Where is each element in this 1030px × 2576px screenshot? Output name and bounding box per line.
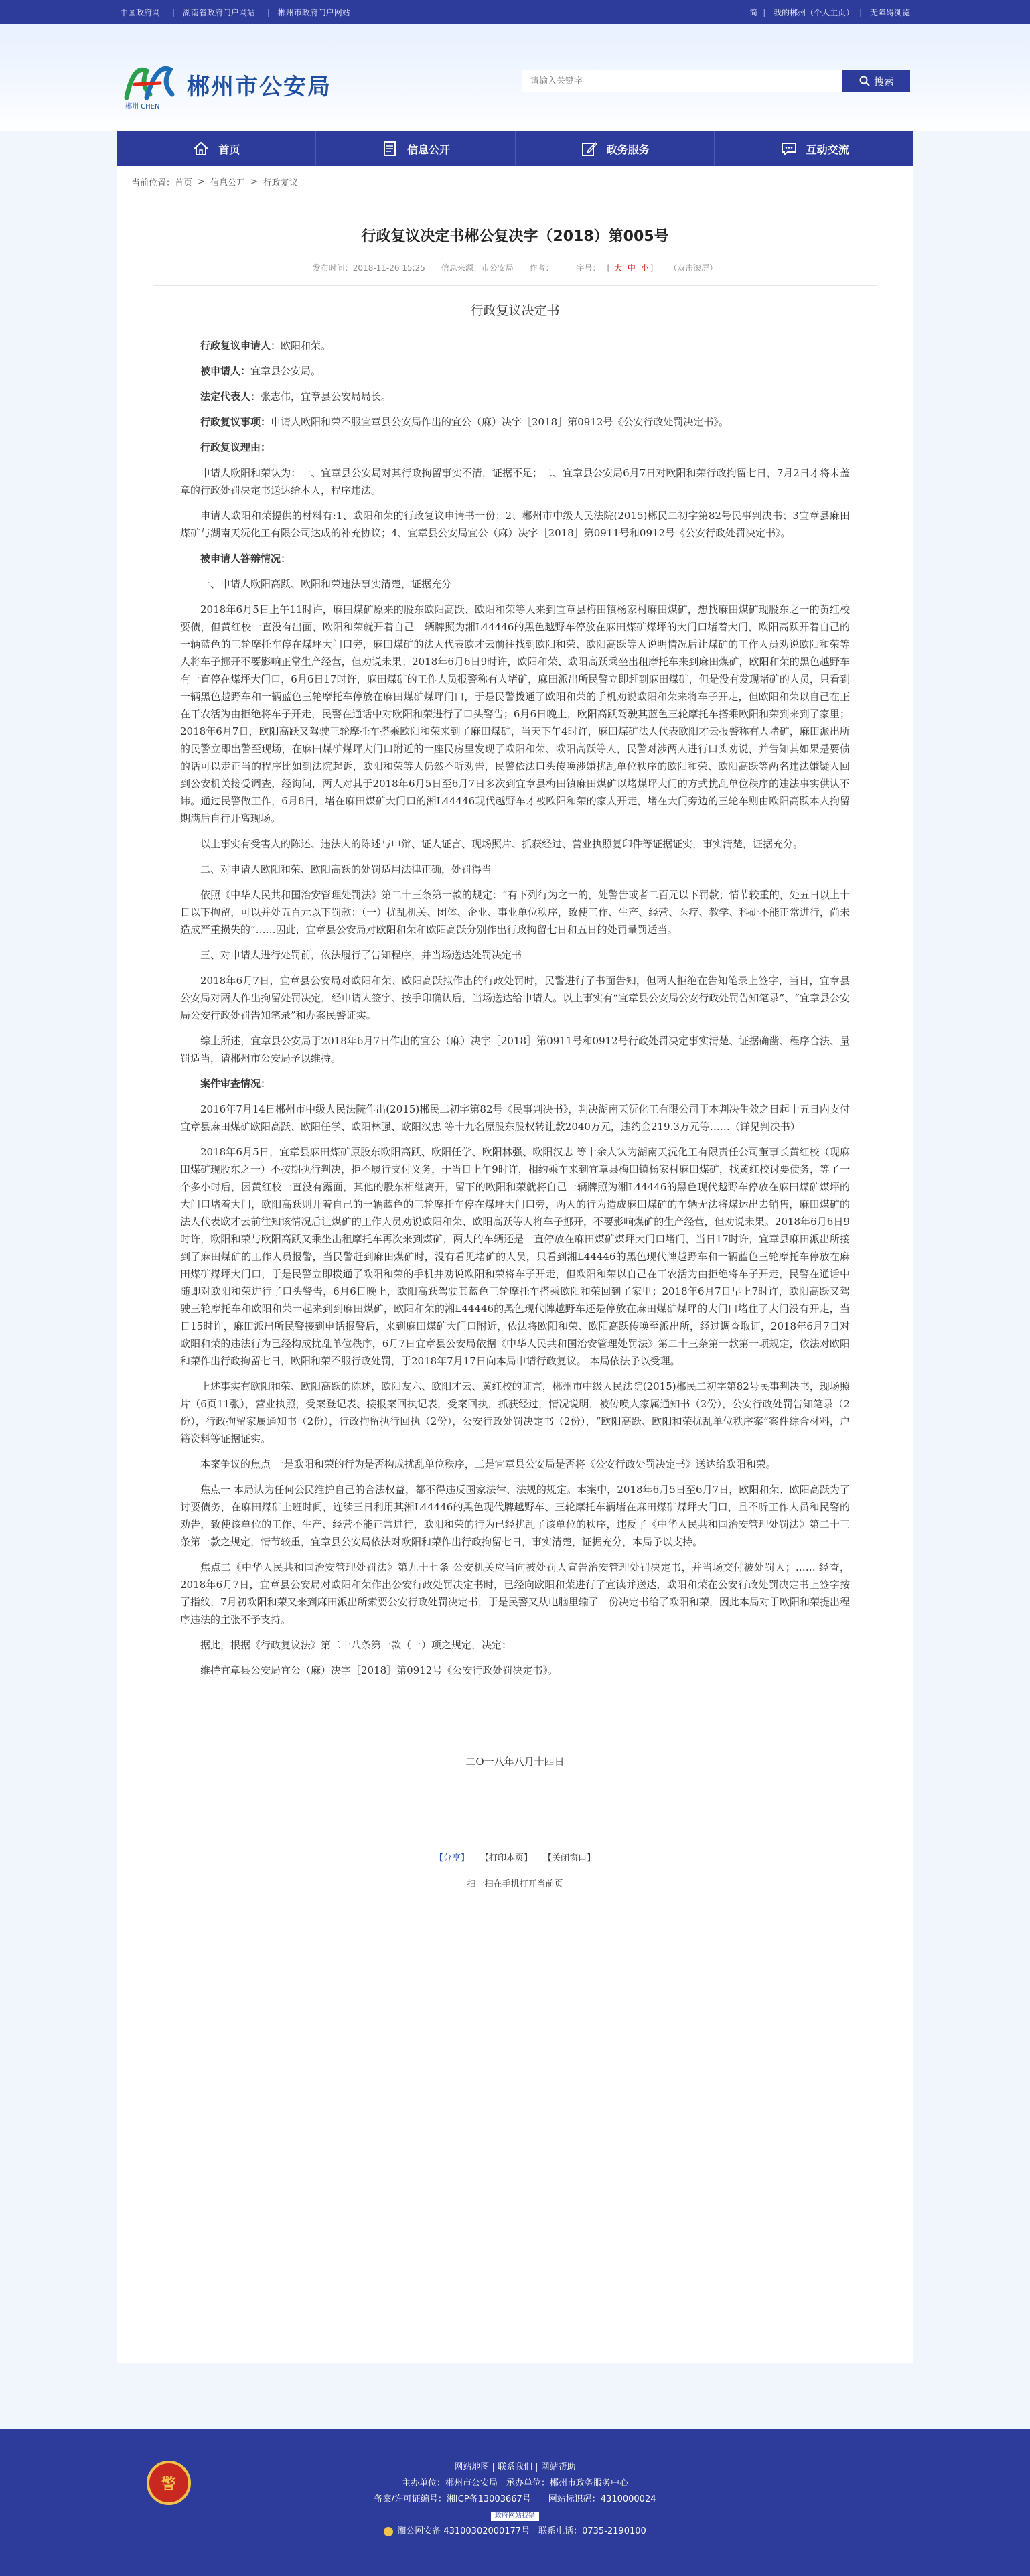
article-paragraph (180, 946, 850, 964)
font-size-small[interactable]: 小 (640, 263, 649, 273)
article-paragraph (180, 464, 850, 499)
font-size-switcher: 字号： [ 大 中 小 ] (576, 263, 656, 273)
article-paragraph (180, 972, 850, 1024)
document-heading: 行政复议决定书 (470, 303, 560, 318)
footer-links[interactable]: 网站地图 | 联系我们 | 网站帮助 (454, 2462, 576, 2472)
article-paragraph (180, 1143, 850, 1370)
paragraph-heading: 行政复议事项： (200, 416, 271, 428)
info-source: 信息来源：市公安局 (441, 263, 514, 273)
link-accessibility[interactable]: 无障碍浏览 (869, 7, 910, 17)
footer (0, 2429, 1030, 2576)
home-icon (192, 139, 210, 158)
footer-police-text: 湘公网安备 43100302000177号 联系电话：0735-2190100 (397, 2526, 646, 2536)
site-logo[interactable] (120, 58, 332, 111)
article-paragraph (180, 1100, 850, 1135)
article-paragraph (180, 507, 850, 542)
paragraph-text: 一、申请人欧阳高跃、欧阳和荣违法事实清楚，证据充分 (200, 578, 452, 590)
site-title: 郴州市公安局 (187, 73, 332, 100)
article-paragraph (180, 601, 850, 827)
paragraph-text: 以上事实有受害人的陈述、违法人的陈述与申辩、证人证言、现场照片、抓获经过、营业执照复印件等证据证实，事实清楚，证据充分。 (200, 838, 804, 850)
paragraph-text: 宜章县公安局。 (250, 365, 321, 377)
article-paragraph (180, 362, 850, 380)
document-date: 二O一八年八月十四日 (465, 1756, 565, 1768)
paragraph-heading: 被申请人： (200, 365, 251, 377)
nav-label-info: 信息公开 (407, 143, 451, 156)
scroll-toggle[interactable]: （双击滚屏） (669, 263, 718, 273)
paragraph-heading: 行政复议申请人： (200, 340, 281, 352)
breadcrumb-home[interactable]: 首页 (175, 178, 193, 188)
breadcrumb-review[interactable]: 行政复议 (263, 178, 298, 188)
nav-item-home[interactable] (117, 131, 316, 166)
paragraph-text: 综上所述，宜章县公安局于2018年6月7日作出的宜公（麻）决字［2018］第0911号和0912号行政处罚决定事实清楚、证据确凿、程序合法、量罚适当，请郴州市公安局予以维持。 (180, 1035, 850, 1064)
article-paragraph (180, 1636, 850, 1654)
article-body (180, 286, 850, 1770)
article-meta (153, 262, 877, 286)
paragraph-text: 本案争议的焦点 一是欧阳和荣的行为是否构成扰乱单位秩序，二是宜章县公安局是否将《公安行政处罚决定书》送达给欧阳和荣。 (200, 1458, 776, 1470)
svg-text:郴州 CHEN: 郴州 CHEN (125, 103, 160, 111)
footer-info (120, 2459, 910, 2543)
footer-police-record (384, 2524, 646, 2540)
link-my-chenzhou[interactable]: 我的郴州（个人主页） (774, 7, 855, 17)
chenzhou-logo-icon (120, 58, 180, 111)
top-bar-right-links: 简 | 我的郴州（个人主页） | 无障碍浏览 (749, 7, 910, 17)
article-paragraph (180, 575, 850, 593)
paragraph-text: 上述事实有欧阳和荣、欧阳高跃的陈述，欧阳友六、欧阳才云、黄红校的证言，郴州市中级人民法院(2015)郴民二初字第82号民事判决书，现场照片（6页11张），营业执照，受案登记表、接报案回执记表，受案回执，抓获经过，情况说明，被传唤人家属通知书（2份），公安行政处罚告知笔录（2份），行政拘留家属通知书（2份），行政拘留执行回执（2份），公安行政处罚决定书（2份），“欧阳高跃、欧阳和荣扰乱单位秩序案”案件综合材料，户籍资料等证据证实。 (180, 1380, 850, 1445)
police-badge-icon (384, 2527, 393, 2536)
share-link[interactable]: 【分享】 (434, 1853, 469, 1863)
search-button[interactable] (843, 70, 910, 92)
close-window-link[interactable]: 【关闭窗口】 (543, 1853, 596, 1863)
paragraph-text: 焦点一 本局认为任何公民维护自己的合法权益，都不得违反国家法律、法规的规定。本案中，2018年6月5日至6月7日，欧阳和荣、欧阳高跃为了讨要债务，在麻田煤矿上班时间，连续三日利用其湘L44446的黑色现代牌越野车、三轮摩托车辆堵在麻田煤矿煤坪大门口，且不听工作人员和民警的劝告，致使该单位的工作、生产、经营不能正常进行，欧阳和荣的行为已经扰乱了该单位的秩序，违反了《中华人民共和国治安管理处罚法》第二十三条第一款之规定，情节较重，宜章县公安局依法对欧阳和荣作出行政拘留七日，事实清楚，证据充分，本局予以支持。 (180, 1484, 850, 1548)
nav-item-services[interactable] (516, 131, 715, 166)
font-size-large[interactable]: 大 (613, 263, 622, 273)
article-paragraph (180, 835, 850, 853)
paragraph-text: 依照《中华人民共和国治安管理处罚法》第二十三条第一款的规定：“有下列行为之一的，处警告或者二百元以下罚款；情节较重的，处五日以上十日以下拘留，可以并处五百元以下罚款：（一）扰乱机关、团体、企业、事业单位秩序，致使工作、生产、经营、医疗、教学、科研不能正常进行，尚未造成严重损失的”……因此，宜章县公安局对欧阳和荣和欧阳高跃分别作出行政拘留七日和五日的处罚量罚适当。 (180, 889, 850, 936)
paragraph-text: 2016年7月14日郴州市中级人民法院作出(2015)郴民二初字第82号《民事判决书》，判决湖南天沅化工有限公司于本判决生效之日起十五日内支付宜章县麻田煤矿欧阳高跃、欧阳任学、欧阳林强、欧阳汉忠 等十九名原股东股权转让款2040万元，违约金219.3万元等……（详见判决书） (180, 1103, 850, 1133)
chat-icon (780, 139, 798, 158)
nav-item-info[interactable] (316, 131, 516, 166)
link-chenzhou-gov[interactable]: 郴州市政府门户网站 (277, 7, 350, 17)
paragraph-text: 维持宜章县公安局宜公（麻）决字［2018］第0912号《公安行政处罚决定书》。 (200, 1664, 558, 1676)
paragraph-heading: 行政复议理由： (200, 441, 271, 453)
footer-icp: 备案/许可证编号：湘ICP备13003667号 网站标识码：4310000024 (374, 2494, 656, 2504)
paragraph-text: 申请人欧阳和荣提供的材料有:1、欧阳和荣的行政复议申请书一份；2、郴州市中级人民法院(2015)郴民二初字第82号民事判决书；3宜章县麻田煤矿与湖南天沅化工有限公司达成的补充协议；4、宜章县公安局宜公（麻）决字［2018］第0911号和0912号《公安行政处罚决定书》。 (180, 510, 850, 539)
paragraph-text: 三、对申请人进行处罚前，依法履行了告知程序，并当场送达处罚决定书 (200, 949, 522, 961)
search-icon (859, 76, 870, 86)
paragraph-list (180, 337, 850, 1679)
footer-host: 主办单位：郴州市公安局 承办单位：郴州市政务服务中心 (401, 2478, 628, 2488)
top-bar (0, 0, 1030, 24)
article-paragraph (180, 337, 850, 354)
search-input[interactable] (522, 70, 843, 92)
publish-date: 发布时间：2018-11-26 15:25 (312, 263, 425, 273)
paragraph-text: 二、对申请人欧阳和荣、欧阳高跃的处罚适用法律正确，处罚得当 (200, 863, 492, 875)
nav-label-home: 首页 (218, 143, 240, 156)
article-paragraph (180, 1662, 850, 1679)
article-paragraph (180, 1481, 850, 1551)
article-paragraph (180, 1559, 850, 1628)
author: 作者： (529, 263, 554, 273)
link-gov-cn[interactable]: 中国政府网 (120, 7, 161, 17)
nav-label-interaction: 互动交流 (806, 143, 849, 156)
error-report-badge[interactable]: 政府网站找错 (491, 2512, 539, 2521)
police-emblem-icon: 警 (147, 2461, 191, 2505)
article-paragraph (180, 550, 850, 567)
article-tools (117, 1851, 913, 1863)
paragraph-text: 据此，根据《行政复议法》第二十八条第一款（一）项之规定，决定： (200, 1639, 512, 1651)
paragraph-text: 张志伟，宜章县公安局局长。 (261, 390, 392, 403)
breadcrumb-label: 当前位置： (131, 178, 175, 188)
paragraph-text: 申请人欧阳和荣不服宜章县公安局作出的宜公（麻）决字［2018］第0912号《公安行政处罚决定书》。 (271, 416, 729, 428)
page-container (117, 166, 913, 2363)
print-link[interactable]: 【打印本页】 (480, 1853, 532, 1863)
paragraph-text: 2018年6月5日上午11时许，麻田煤矿原来的股东欧阳高跃、欧阳和荣等人来到宜章县梅田镇杨家村麻田煤矿，想找麻田煤矿现股东之一的黄红校要债，但黄红校一直没有出面，欧阳和荣就开着自己一辆牌照为湘L44446的黑色越野车停放在麻田煤矿煤坪的大门口堵着大门，欧阳高跃开着自己的一辆蓝色的三轮摩托车停在煤坪大门口旁，麻田煤矿的法人代表欧才云前往找到欧阳和荣、欧阳高跃等人说明情况后让煤矿的工作人员劝说欧阳和荣等人将车子挪开不要影响正常生产经营，但劝说未果；2018年6月6日9时许，欧阳和荣、欧阳高跃乘坐出租摩托车来到麻田煤矿，欧阳和荣的黑色越野车有一直停在煤坪大门口，6月6日17时许，麻田煤矿的工作人员报警称有人堵矿，麻田派出所民警立即赶到麻田煤矿，但是没有发现堵矿的人员，只看到一辆黑色越野车和一辆蓝色三轮摩托车停放在麻田煤矿煤坪门口，于是民警拨通了欧阳和荣的手机劝说欧阳和荣来将车子开走，但欧阳和荣以自己在正在干农活为由拒绝将车子开走，民警在通话中对欧阳和荣进行了口头警告；6月6日晚上，欧阳高跃驾驶其蓝色三轮摩托车搭乘欧阳和荣到来到了家里；2018年6月7日，欧阳高跃又驾驶三轮摩托车搭乘欧阳和荣来到了麻田煤矿，当天下午4时许，麻田煤矿法人代表欧阳才云报警称有人堵矿，麻田派出所的民警立即出警至现场，在麻田煤矿煤坪大门口附近的一座民房里发现了欧阳和荣、欧阳高跃等人，民警对涉两人进行口头劝说，并告知其如果是要债的话可以走正当的程序比如到法院起诉，欧阳和荣等人仍然不听劝告，民警依法口头传唤涉嫌扰乱单位秩序的欧阳和荣、欧阳高跃等两名违法嫌疑人回到公安机关接受调查，经询问，两人对其于2018年6月5日至6月7日多次到宜章县梅田镇麻田煤矿以堵煤坪大门的方式扰乱单位秩序的违法事实供认不讳。通过民警做工作，6月8日，堵在麻田煤矿大门口的湘L44446现代越野车才被欧阳和荣的家人开走，堵在大门旁边的三轮车则由欧阳高跃本人拘留期满后自行开离现场。 (180, 603, 850, 825)
nav-label-services: 政务服务 (606, 143, 650, 156)
scan-qr-hint[interactable]: 扫一扫在手机打开当前页 (467, 1879, 563, 1889)
edit-icon (580, 139, 599, 158)
article-paragraph (180, 1378, 850, 1447)
header (0, 24, 1030, 131)
link-simplified[interactable]: 简 (749, 7, 758, 17)
breadcrumb-info[interactable]: 信息公开 (210, 178, 245, 188)
paragraph-heading: 案件审查情况： (200, 1078, 271, 1090)
top-bar-left-links: 中国政府网 | 湖南省政府门户网站 | 郴州市政府门户网站 (120, 7, 350, 17)
paragraph-text: 申请人欧阳和荣认为：一、宜章县公安局对其行政拘留事实不清，证据不足；二、宜章县公安局6月7日对欧阳和荣行政拘留七日，7月2日才将未盖章的行政处罚决定书送达给本人，程序违法。 (180, 467, 850, 496)
main-nav (117, 131, 913, 166)
paragraph-text: 2018年6月7日，宜章县公安局对欧阳和荣、欧阳高跃拟作出的行政处罚时，民警进行了书面告知，但两人拒绝在告知笔录上签字，当日，宜章县公安局对两人作出拘留处罚决定，经申请人签字、按手印确认后，当场送达给申请人。以上事实有“宜章县公安局公安行政处罚告知笔录”、“宜章县公安局公安行政处罚告知笔录”和办案民警证实。 (180, 975, 850, 1021)
paragraph-text: 焦点二《中华人民共和国治安管理处罚法》第九十七条 公安机关应当向被处罚人宣告治安管理处罚决定书，并当场交付被处罚人；…… 经查，2018年6月7日，宜章县公安局对欧阳和荣作出公安行政处罚决定书时，已经向欧阳和荣进行了宣读并送达，欧阳和荣在公安行政处罚决定书上签字按了指纹，7月初欧阳和荣又来到麻田派出所索要公安行政处罚决定书，于是民警又从电脑里输了一份决定书给了欧阳和荣，因此本局对于欧阳和荣提出程序违法的主张不予支持。 (180, 1561, 850, 1626)
paragraph-heading: 被申请人答辩情况： (200, 553, 291, 565)
document-icon (380, 139, 399, 158)
article-paragraph (180, 1032, 850, 1067)
font-size-medium[interactable]: 中 (627, 263, 636, 273)
breadcrumb: 当前位置： 首页 > 信息公开 > 行政复议 (117, 166, 913, 198)
article-paragraph (180, 886, 850, 938)
paragraph-text: 2018年6月5日，宜章县麻田煤矿原股东欧阳高跃、欧阳任学、欧阳林强、欧阳汉忠 等十余人认为湖南天沅化工有限责任公司董事长黄红校（现麻田煤矿现股东之一）不按期执行判决，拒不履行支付义务，于当日上午9时许，相约乘车来到宜章县梅田镇杨家村麻田煤矿，找黄红校讨要债务，等了一个多小时后，因黄红校一直没有露面，其他的股东相继离开，留下的欧阳和荣就将自己一辆牌照为湘L44446的黑色现代越野车停放在麻田煤矿煤坪的大门口堵着大门，欧阳高跃则开着自己的一辆蓝色的三轮摩托车停在煤坪大门口旁，两人的行为造成麻田煤矿的车辆无法将煤运出去销售，麻田煤矿的法人代表欧才云前往知该情况后让煤矿的工作人员劝说欧阳和荣、欧阳高跃等人将车子挪开，不要影响煤矿的生产经营，但劝说未果。2018年6月6日9时许，欧阳和荣与欧阳高跃又乘坐出租摩托车再次来到煤矿，两人的车辆还是一直停放在麻田煤矿煤坪大门口堵门，当日17时许，宜章县麻田派出所接到了麻田煤矿的工作人员报警，当民警赶到麻田煤矿时，没有看见堵矿的人员，只看到湘L44446的黑色现代牌越野车和一辆蓝色三轮摩托车停放在麻田煤矿煤坪大门口，于是民警立即拨通了欧阳和荣的手机并劝说欧阳和荣将车子开走，但欧阳和荣以自己在干农活为由拒绝将车子开走，民警在通话中随即对欧阳和荣进行了口头警告，6月6日晚上，欧阳高跃驾驶其蓝色三轮摩托车搭乘欧阳和荣回到了家里；2018年6月7日早上7时许，欧阳高跃又驾驶三轮摩托车和欧阳和荣一起来到到麻田煤矿，欧阳和荣的湘L44446的黑色现代牌越野车还是停放在麻田煤矿煤坪的大门口堵住了大门没有开走，当日15时许，麻田派出所民警接到电话报警后，来到麻田煤矿大门口附近，依法将欧阳和荣、欧阳高跃传唤至派出所，经过调查取证，2018年6月7日对欧阳和荣的违法行为已经构成扰乱单位秩序，6月7日宜章县公安局依据《中华人民共和国治安管理处罚法》第二十三条第一款第一项规定，依法对欧阳和荣作出行政拘留七日，欧阳和荣不服行政处罚，于2018年7月17日向本局申请行政复议。 本局依法予以受理。 (180, 1146, 850, 1367)
article-title: 行政复议决定书郴公复决字（2018）第005号 (361, 228, 669, 245)
search-button-label: 搜索 (873, 75, 894, 88)
paragraph-heading: 法定代表人： (200, 390, 261, 403)
article-paragraph (180, 1455, 850, 1473)
article-paragraph (180, 439, 850, 456)
search-box (522, 70, 910, 92)
link-hunan-gov[interactable]: 湖南省政府门户网站 (182, 7, 255, 17)
article-paragraph (180, 413, 850, 431)
article-paragraph (180, 388, 850, 405)
nav-item-interaction[interactable] (715, 131, 913, 166)
paragraph-text: 欧阳和荣。 (281, 340, 332, 352)
article-paragraph (180, 1075, 850, 1092)
article-paragraph (180, 861, 850, 878)
